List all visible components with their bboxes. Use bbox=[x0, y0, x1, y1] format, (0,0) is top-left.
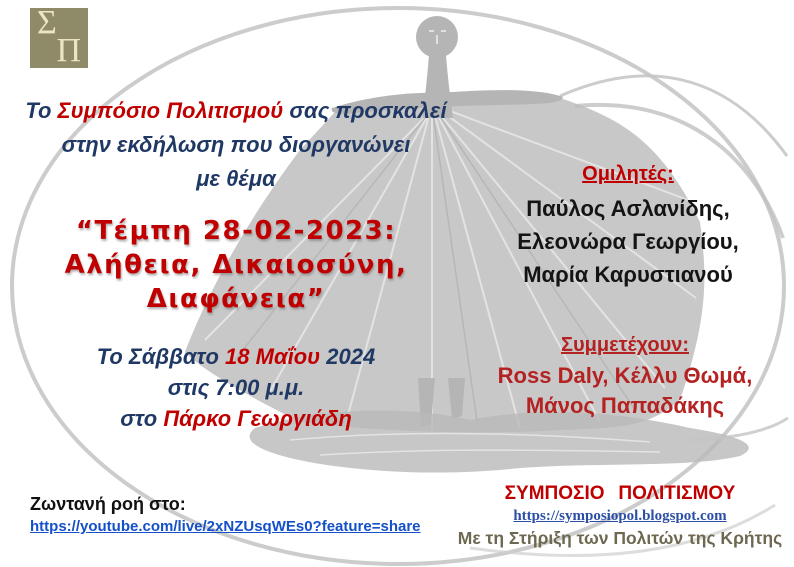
title-line-2: Αλήθεια, Δικαιοσύνη, bbox=[64, 250, 408, 280]
organizer-name: Συμπόσιο Πολιτισμού bbox=[57, 98, 284, 123]
event-date: Το Σάββατο 18 Μαΐου 2024 bbox=[96, 344, 376, 369]
intro-line-2: στην εκδήλωση που διοργανώνει bbox=[61, 132, 411, 157]
event-time: στις 7:00 μ.μ. bbox=[167, 375, 305, 400]
symposium-logo bbox=[30, 4, 88, 69]
live-stream-label: Ζωντανή ροή στο: bbox=[30, 494, 186, 514]
intro-line-1: Το Συμπόσιο Πολιτισμού σας προσκαλεί bbox=[25, 98, 447, 123]
speakers-section bbox=[472, 163, 784, 291]
participants-section bbox=[455, 334, 794, 421]
organization-name: ΣΥΜΠΟΣΙΟ ΠΟΛΙΤΙΣΜΟΥ bbox=[504, 483, 736, 504]
speaker-name: Μαρία Καρυστιανού bbox=[523, 262, 733, 287]
event-place: στο Πάρκο Γεωργιάδη bbox=[120, 406, 352, 431]
speakers-heading: Ομιλητές: bbox=[582, 163, 674, 185]
speaker-name: Παύλος Ασλανίδης, bbox=[526, 196, 730, 221]
event-date-highlight: 18 Μαΐου bbox=[225, 344, 321, 369]
intro-line-3: με θέμα bbox=[196, 166, 276, 191]
participant-name: Μάνος Παπαδάκης bbox=[525, 393, 725, 418]
event-place-highlight: Πάρκο Γεωργιάδη bbox=[163, 406, 352, 431]
blogspot-link[interactable]: https://symposiopol.blogspot.com bbox=[513, 508, 727, 524]
invitation-intro bbox=[8, 94, 464, 196]
participant-name: Ross Daly, Κέλλυ Θωμά, bbox=[497, 363, 753, 388]
title-line-1: “Τέμπη 28-02-2023: bbox=[75, 216, 397, 246]
logo-letter-sigma: Σ bbox=[37, 4, 57, 41]
event-theme-title bbox=[30, 214, 442, 316]
speaker-name: Ελεονώρα Γεωργίου, bbox=[517, 229, 739, 254]
live-stream-section bbox=[30, 492, 460, 538]
logo-letter-pi: Π bbox=[56, 32, 81, 69]
event-datetime-place bbox=[36, 341, 436, 434]
youtube-live-link[interactable]: https://youtube.com/live/2xNZUsqWEs0?feature=share bbox=[30, 518, 421, 535]
title-line-3: Διαφάνεια” bbox=[146, 284, 326, 314]
organization-section bbox=[450, 482, 790, 550]
support-credit: Με τη Στήριξη των Πολιτών της Κρήτης bbox=[457, 528, 783, 548]
participants-heading: Συμμετέχουν: bbox=[561, 334, 689, 356]
